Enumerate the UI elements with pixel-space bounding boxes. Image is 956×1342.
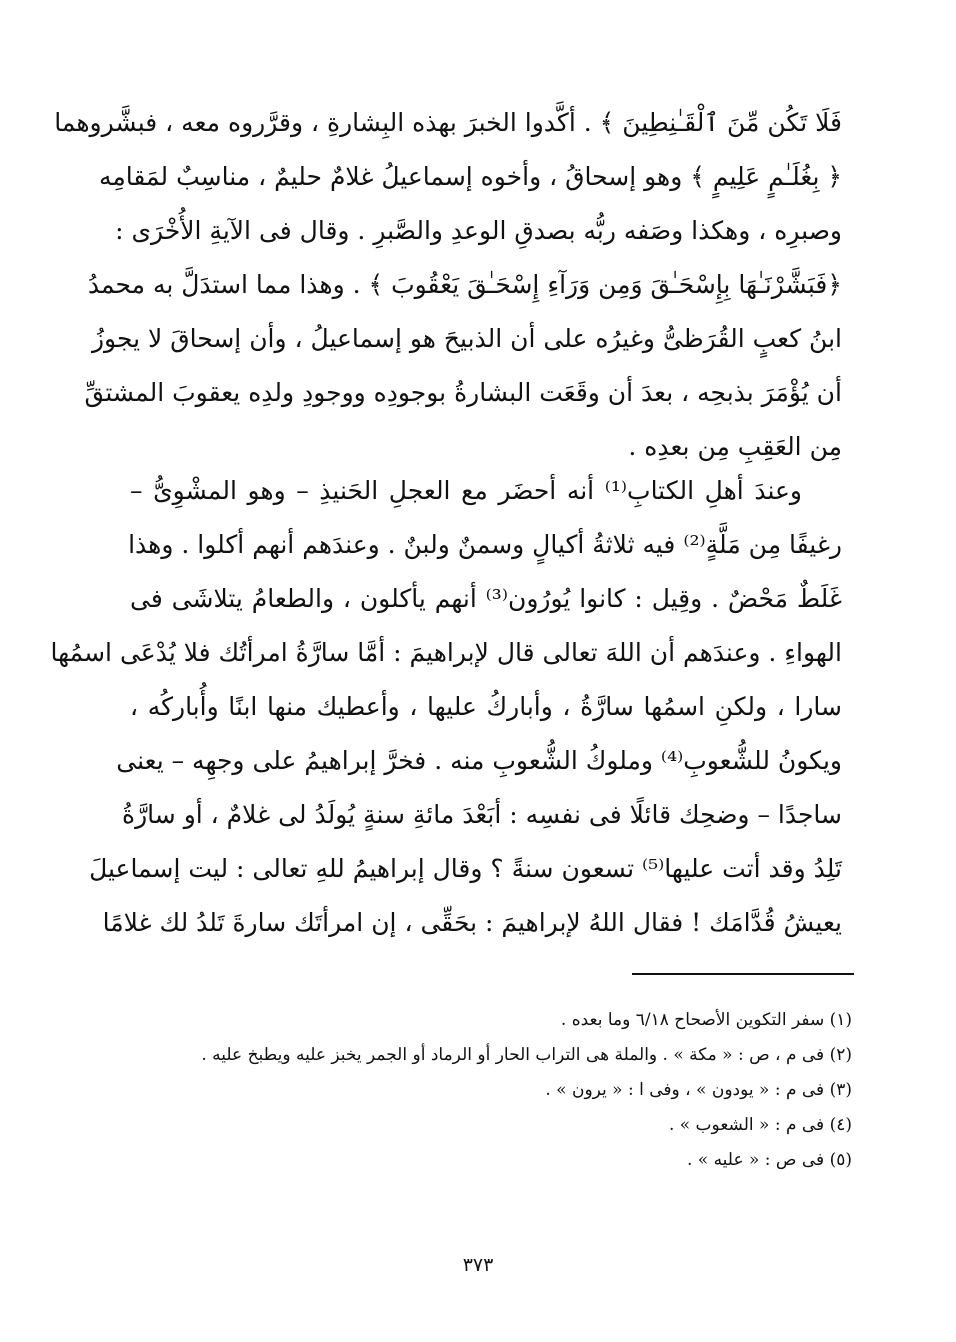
text-line: سارا ، ولكنِ اسمُها سارَّةُ ، وأباركُ عليها ، وأعطيك منها ابنًا وأُباركُه ، [130,692,842,721]
text-line: تَلِدُ وقد أتت عليها⁽⁵⁾ تسعون سنةً ؟ وقال إبراهيمُ للهِ تعالى : ليت إسماعيلَ [89,854,842,883]
footnote-1: (١) سفر التكوين الأصحاح ٦/١٨ وما بعده . [560,1010,852,1030]
text-line: يعيشُ قُدَّامَك ! فقال اللهُ لإبراهيمَ : بحَقِّى ، إن امرأتَك سارةَ تَلدُ لك غلامًا [102,908,842,937]
text-line: مِن العَقِبِ مِن بعدِه . [628,432,842,461]
footnote-5: (٥) فى ص : « عليه » . [686,1150,852,1170]
paragraph-2 [50,464,842,950]
text-line: ويكونُ للشُّعوبِ⁽⁴⁾ وملوكُ الشُّعوبِ منه . فخرَّ إبراهيمُ على وجهِه – يعنى [116,746,842,775]
page-number: ٣٧٣ [462,1254,494,1276]
footnote-3: (٣) فى م : « يودون » ، وفى ا : « يرون » . [545,1080,852,1100]
footnote-4: (٤) فى م : « الشعوب » . [668,1115,852,1135]
text-line: فَلَا تَكُن مِّنَ ٱلْقَـٰنِطِينَ ﴾ . أكَّدوا الخبرَ بهذه البِشارةِ ، وقرَّروه معه ، فبشَّروهما [54,108,842,137]
text-line: ابنُ كعبٍ القُرَظىُّ وغيرُه على أن الذبيحَ هو إسماعيلُ ، وأن إسحاقَ لا يجوزُ [91,324,842,353]
text-line: ساجدًا – وضحِك قائلًا فى نفسِه : أبَعْدَ مائةِ سنةٍ يُولَدُ لى غلامٌ ، أو سارَّةُ [122,800,842,829]
text-line: ﴿ بِغُلَـٰمٍ عَلِيمٍ ﴾ وهو إسحاقُ ، وأخوه إسماعيلُ غلامٌ حليمٌ ، مناسِبٌ لمَقامِه [99,162,842,191]
footnotes [130,1003,852,1178]
text-line: رغيفًا مِن مَلَّةٍ⁽²⁾ فيه ثلاثةُ أكيالٍ وسمنٌ ولبنٌ . وعندَهم أنهم أكلوا . وهذا [128,530,842,559]
text-line: وعندَ أهلِ الكتابِ⁽¹⁾ أنه أحضَر مع العجلِ الحَنيذِ – وهو المشْوِىُّ – [130,476,802,505]
text-line: أن يُؤْمَرَ بذبحِه ، بعدَ أن وقَعَت البشارةُ بوجودِه ووجودِ ولدِه يعقوبَ المشتقِّ [84,378,842,407]
text-line: غَلَطٌ مَحْضٌ . وقِيل : كانوا يُورُون⁽³⁾ أنهم يأكلون ، والطعامُ يتلاشَى فى [130,584,842,613]
footnote-divider [632,973,854,975]
footnote-2: (٢) فى م ، ص : « مكة » . والملة هى التراب الحار أو الرماد أو الجمر يخبز عليه ويطبخ عليه . [201,1045,852,1065]
text-line: ﴿فَبَشَّرْنَـٰهَا بِإِسْحَـٰقَ وَمِن وَرَآءِ إِسْحَـٰقَ يَعْقُوبَ ﴾ . وهذا مما استدَلَّ به محمدُ [87,270,842,299]
text-line: وصبرِه ، وهكذا وصَفه ربُّه بصدقِ الوعدِ والصَّبرِ . وقال فى الآيةِ الأُخْرَى : [115,216,842,245]
text-line: الهواءِ . وعندَهم أن اللهَ تعالى قال لإبراهيمَ : أمَّا سارَّةُ امرأتُك فلا يُدْعَى اسمُها [50,638,842,667]
paragraph-1 [54,96,842,474]
